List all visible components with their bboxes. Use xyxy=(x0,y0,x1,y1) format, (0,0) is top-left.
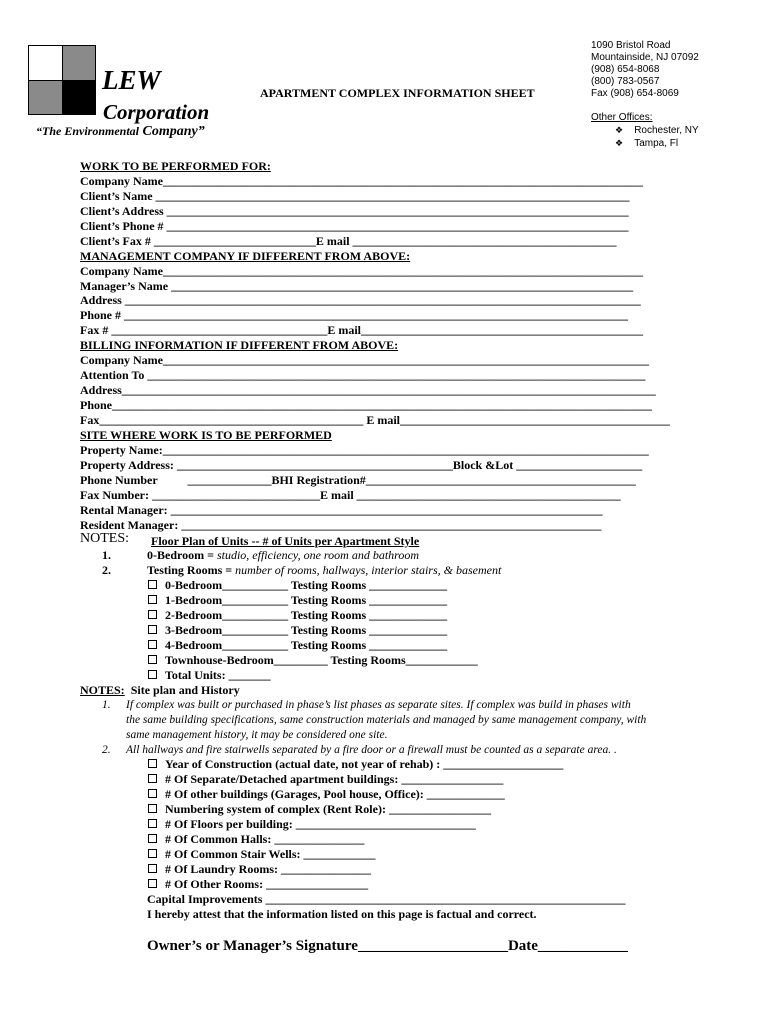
client-company-field[interactable]: Company Name________________________________________________________________________________ xyxy=(80,174,643,188)
site-item-text[interactable]: # Of Other Rooms: _________________ xyxy=(165,877,369,891)
note-num: 1. xyxy=(102,548,111,562)
checkbox[interactable] xyxy=(148,804,157,813)
unit-row-text[interactable]: Total Units: _______ xyxy=(165,668,271,682)
site-item-row xyxy=(148,757,563,771)
site-item-text[interactable]: Numbering system of complex (Rent Role): _________________ xyxy=(165,802,491,816)
site-notes-title: Site plan and History xyxy=(124,683,240,697)
logo-square-tl xyxy=(28,45,63,81)
company-address-block xyxy=(591,40,699,100)
logo-square-tr xyxy=(62,45,96,81)
unit-row xyxy=(148,608,447,622)
unit-row xyxy=(148,593,447,607)
site-notes-label: NOTES: xyxy=(80,683,125,697)
billing-heading xyxy=(80,338,398,352)
company-sub: Corporation xyxy=(103,100,210,124)
mgmt-manager-field[interactable]: Manager’s Name _____________________________________________________________________________ xyxy=(80,279,634,293)
note-term: 0-Bedroom = xyxy=(147,548,214,562)
client-fax-email-field[interactable]: Client’s Fax # ___________________________E mail ____________________________________________ xyxy=(80,234,617,248)
site-notes-heading xyxy=(80,683,240,697)
checkbox[interactable] xyxy=(148,759,157,768)
rental-manager-field[interactable]: Rental Manager: ________________________________________________________________________ xyxy=(80,503,603,517)
unit-row xyxy=(148,623,447,637)
mgmt-address-field[interactable]: Address ______________________________________________________________________________________ xyxy=(80,293,641,307)
address-line: (908) 654-8068 xyxy=(591,64,660,75)
capital-improvements-field[interactable]: Capital Improvements ____________________________________________________________ xyxy=(147,892,626,906)
unit-row xyxy=(148,668,271,682)
other-offices-label: Other Offices: xyxy=(591,112,653,123)
site-heading-text: SITE WHERE WORK IS TO BE PERFORMED xyxy=(80,428,332,442)
unit-row-text[interactable]: Townhouse-Bedroom_________ Testing Rooms____________ xyxy=(165,653,478,667)
checkbox[interactable] xyxy=(148,655,157,664)
site-item-row xyxy=(148,847,376,861)
note-num: 2. xyxy=(102,744,111,756)
tagline-prefix: “The Environmental xyxy=(36,124,140,138)
site-heading xyxy=(80,428,332,442)
site-item-text[interactable]: # Of other buildings (Garages, Pool house, Office): _____________ xyxy=(165,787,505,801)
site-note-2: All hallways and fire stairwells separated by a fire door or a firewall must be counted as a separate area. . xyxy=(126,744,617,756)
management-heading-text: MANAGEMENT COMPANY IF DIFFERENT FROM ABOVE: xyxy=(80,249,411,263)
site-item-text[interactable]: # Of Common Halls: _______________ xyxy=(165,832,365,846)
checkbox[interactable] xyxy=(148,789,157,798)
company-name: LEW xyxy=(102,65,161,95)
floor-plan-heading xyxy=(151,534,419,548)
checkbox[interactable] xyxy=(148,670,157,679)
site-note-line: same management history, it may be considered one site. xyxy=(126,729,388,741)
property-address-field[interactable]: Property Address: ______________________________________________Block &Lot _____________________ xyxy=(80,458,643,472)
diamond-bullet-icon: ❖ xyxy=(615,138,624,148)
note-num: 1. xyxy=(102,699,111,711)
site-item-text[interactable]: Year of Construction (actual date, not year of rehab) : ____________________ xyxy=(165,757,564,771)
unit-row xyxy=(148,653,478,667)
note-definition: number of rooms, hallways, interior stairs, & basement xyxy=(232,563,502,577)
logo-square-br xyxy=(62,80,96,115)
checkbox[interactable] xyxy=(148,625,157,634)
unit-row xyxy=(148,578,447,592)
site-note-1 xyxy=(126,698,646,743)
site-item-text[interactable]: # Of Floors per building: ______________________________ xyxy=(165,817,476,831)
resident-manager-field[interactable]: Resident Manager: ______________________________________________________________________ xyxy=(80,518,602,532)
unit-row-text[interactable]: 4-Bedroom___________ Testing Rooms _____________ xyxy=(165,638,448,652)
note-term: Testing Rooms = xyxy=(147,563,233,577)
site-fax-email-field[interactable]: Fax Number: ____________________________E mail ____________________________________________ xyxy=(80,488,621,502)
work-for-heading xyxy=(80,159,271,173)
checkbox[interactable] xyxy=(148,864,157,873)
mgmt-fax-email-field[interactable]: Fax # ____________________________________E mail_______________________________________________ xyxy=(80,323,643,337)
mgmt-phone-field[interactable]: Phone # ____________________________________________________________________________________ xyxy=(80,308,629,322)
address-line: (800) 783-0567 xyxy=(591,76,660,87)
checkbox[interactable] xyxy=(148,774,157,783)
management-heading xyxy=(80,249,410,263)
checkbox[interactable] xyxy=(148,640,157,649)
checkbox[interactable] xyxy=(148,879,157,888)
office-item xyxy=(615,124,699,137)
checkbox[interactable] xyxy=(148,819,157,828)
unit-row-text[interactable]: 2-Bedroom___________ Testing Rooms _____________ xyxy=(165,608,448,622)
office-name: Rochester, NY xyxy=(634,125,699,136)
site-phone-bhi-field[interactable]: Phone Number ______________BHI Registration#_____________________________________________ xyxy=(80,473,636,487)
site-item-row xyxy=(148,772,503,786)
client-address-field[interactable]: Client’s Address _____________________________________________________________________________ xyxy=(80,204,629,218)
office-item xyxy=(615,137,699,150)
billing-address-field[interactable]: Address_________________________________________________________________________________________ xyxy=(80,383,656,397)
billing-heading-text: BILLING INFORMATION IF DIFFERENT FROM ABOVE: xyxy=(80,338,399,352)
company-tagline xyxy=(36,124,205,140)
address-line: Mountainside, NJ 07092 xyxy=(591,52,699,63)
sheet-title: APARTMENT COMPLEX INFORMATION SHEET xyxy=(260,86,535,100)
property-name-field[interactable]: Property Name:_________________________________________________________________________________ xyxy=(80,443,649,457)
site-item-row xyxy=(148,787,505,801)
note-num: 2. xyxy=(102,563,111,577)
floor-plan-heading-text: Floor Plan of Units -- # of Units per Apartment Style xyxy=(151,534,420,548)
client-name-field[interactable]: Client’s Name _______________________________________________________________________________ xyxy=(80,189,630,203)
checkbox[interactable] xyxy=(148,610,157,619)
site-item-row xyxy=(148,802,491,816)
checkbox[interactable] xyxy=(148,595,157,604)
attest-statement: I hereby attest that the information listed on this page is factual and correct. xyxy=(147,907,537,921)
office-name: Tampa, Fl xyxy=(634,138,679,149)
note-zero-bedroom xyxy=(147,548,419,562)
mgmt-company-field[interactable]: Company Name________________________________________________________________________________ xyxy=(80,264,643,278)
diamond-bullet-icon: ❖ xyxy=(615,125,624,135)
site-note-line: the same building specifications, same construction materials and managed by same management company, with xyxy=(126,714,647,726)
site-item-row xyxy=(148,832,364,846)
site-item-text[interactable]: # Of Laundry Rooms: _______________ xyxy=(165,862,372,876)
unit-row-text[interactable]: 1-Bedroom___________ Testing Rooms _____________ xyxy=(165,593,448,607)
billing-company-field[interactable]: Company Name_________________________________________________________________________________ xyxy=(80,353,649,367)
work-for-heading-text: WORK TO BE PERFORMED FOR: xyxy=(80,159,271,173)
site-item-text[interactable]: # Of Common Stair Wells: ____________ xyxy=(165,847,376,861)
checkbox[interactable] xyxy=(148,834,157,843)
note-testing-rooms xyxy=(147,563,501,577)
site-note-line: If complex was built or purchased in phase’s list phases as separate sites. If complex was build in phases with xyxy=(126,699,631,711)
address-line: Fax (908) 654-8069 xyxy=(591,88,679,99)
site-item-row xyxy=(148,862,371,876)
note-definition: studio, efficiency, one room and bathroom xyxy=(213,548,420,562)
site-item-text[interactable]: # Of Separate/Detached apartment buildings: _________________ xyxy=(165,772,504,786)
other-offices xyxy=(591,112,699,150)
site-item-row xyxy=(148,817,476,831)
unit-row-text[interactable]: 3-Bedroom___________ Testing Rooms _____________ xyxy=(165,623,448,637)
tagline-suffix: Company” xyxy=(142,124,205,139)
address-line: 1090 Bristol Road xyxy=(591,40,671,51)
billing-fax-email-field[interactable]: Fax____________________________________________ E mail_____________________________________________ xyxy=(80,413,670,427)
billing-attention-field[interactable]: Attention To ___________________________________________________________________________________ xyxy=(80,368,646,382)
billing-phone-field[interactable]: Phone__________________________________________________________________________________________ xyxy=(80,398,653,412)
signature-date-line[interactable]: Owner’s or Manager’s Signature____________________Date____________ xyxy=(147,938,628,954)
client-phone-field[interactable]: Client’s Phone # _____________________________________________________________________________ xyxy=(80,219,629,233)
site-item-row xyxy=(148,877,368,891)
notes-label: NOTES: xyxy=(80,531,129,546)
unit-row xyxy=(148,638,447,652)
logo-square-bl xyxy=(28,80,63,115)
checkbox[interactable] xyxy=(148,849,157,858)
checkbox[interactable] xyxy=(148,580,157,589)
unit-row-text[interactable]: 0-Bedroom___________ Testing Rooms _____________ xyxy=(165,578,448,592)
